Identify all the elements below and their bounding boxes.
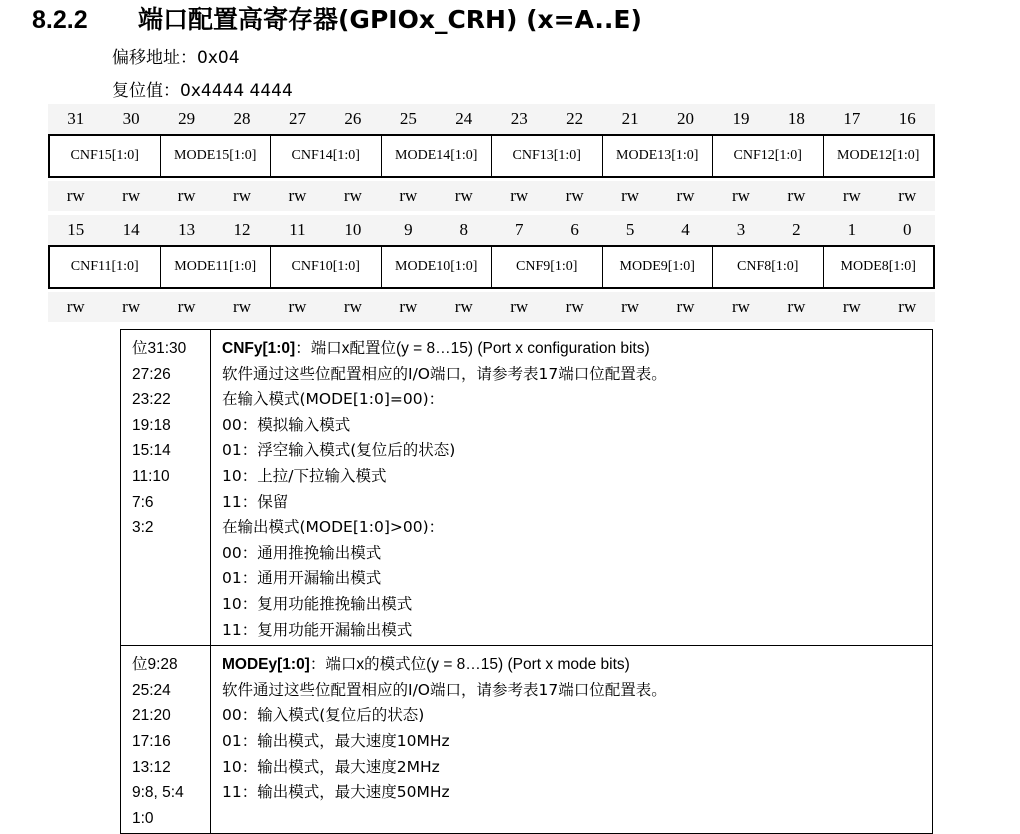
register-upper: [48, 104, 935, 211]
bit-range: 1:0: [132, 809, 154, 827]
section-title: 端口配置高寄存器(GPIOx_CRH) (x=A..E): [138, 5, 642, 34]
bit-number: 18: [787, 109, 805, 128]
table-row: [121, 330, 933, 646]
description-line: [222, 566, 924, 592]
bit-number: 21: [621, 109, 639, 128]
description-text: 00：通用推挽输出模式: [222, 543, 382, 562]
field-name: MODEy[1:0]: [222, 656, 310, 674]
access-type: rw: [177, 186, 196, 205]
bit-number: 17: [843, 109, 861, 128]
bit-range: 3:2: [132, 519, 154, 537]
description-text: 01：输出模式，最大速度10MHz: [222, 731, 450, 750]
bit-number: 19: [732, 109, 750, 128]
bit-number: 1: [847, 220, 857, 239]
bit-range-cell: [121, 646, 211, 834]
description-line: [222, 618, 924, 644]
bit-range: 位9:28: [132, 656, 178, 674]
bit-number: 28: [233, 109, 251, 128]
description-line: [222, 755, 924, 781]
field-name: CNFy[1:0]: [222, 340, 296, 357]
bit-range: 13:12: [132, 758, 171, 776]
bit-number: 8: [459, 220, 469, 239]
description-text: 在输入模式(MODE[1:0]=00)：: [222, 390, 445, 409]
access-type: rw: [842, 186, 861, 205]
access-type: rw: [898, 186, 917, 205]
section-heading: [32, 0, 642, 36]
description-text: 10：上拉/下拉输入模式: [222, 466, 387, 485]
register-field: MODE10[1:0]: [382, 247, 493, 287]
description-text: 10：输出模式，最大速度2MHz: [222, 757, 440, 776]
register-field: CNF11[1:0]: [50, 247, 161, 287]
access-type: rw: [787, 186, 806, 205]
bit-range: 25:24: [132, 681, 171, 699]
access-type: rw: [621, 297, 640, 316]
access-type: rw: [122, 186, 141, 205]
access-type: rw: [731, 186, 750, 205]
access-type: rw: [731, 297, 750, 316]
register-field: MODE14[1:0]: [382, 136, 493, 176]
register-field: CNF8[1:0]: [713, 247, 824, 287]
bit-number: 11: [289, 220, 306, 239]
access-type: rw: [399, 186, 418, 205]
access-type: rw: [676, 297, 695, 316]
bit-range: 位31:30: [132, 340, 187, 357]
access-type: rw: [122, 297, 141, 316]
description-line: [222, 413, 924, 439]
bit-number: 23: [510, 109, 528, 128]
description-text: 软件通过这些位配置相应的I/O端口，请参考表17端口位配置表。: [222, 364, 667, 383]
register-field: CNF13[1:0]: [492, 136, 603, 176]
description-line: [222, 438, 924, 464]
bit-number: 6: [570, 220, 579, 239]
access-type: rw: [66, 186, 85, 205]
bit-number: 22: [566, 109, 584, 128]
register-field: MODE9[1:0]: [603, 247, 714, 287]
bit-number: 31: [67, 109, 85, 128]
access-type: rw: [343, 186, 362, 205]
access-type: rw: [66, 297, 85, 316]
description-line: [222, 592, 924, 618]
bit-range: 15:14: [132, 442, 171, 460]
access-type: rw: [898, 297, 917, 316]
description-title: [222, 336, 924, 362]
field-row: [48, 245, 935, 289]
access-type: rw: [565, 186, 584, 205]
section-number: 8.2.2: [32, 6, 88, 34]
description-text: 00：输入模式(复位后的状态): [222, 706, 425, 725]
bit-range: 17:16: [132, 732, 171, 750]
description-text: 11：输出模式，最大速度50MHz: [222, 783, 450, 802]
bit-number: 29: [178, 109, 196, 128]
description-line: [222, 362, 924, 388]
access-type: rw: [288, 186, 307, 205]
bit-number: 16: [898, 109, 916, 128]
access-type: rw: [399, 297, 418, 316]
bit-number: 4: [681, 220, 690, 239]
access-type: rw: [177, 297, 196, 316]
register-field: CNF14[1:0]: [271, 136, 382, 176]
bit-number: 20: [677, 109, 695, 128]
bit-number: 27: [288, 109, 306, 128]
bit-range: 11:10: [132, 467, 170, 485]
description-text: 10：复用功能推挽输出模式: [222, 594, 413, 613]
description-text: 软件通过这些位配置相应的I/O端口，请参考表17端口位配置表。: [222, 680, 667, 699]
description-text: ：端口x的模式位(y = 8…15) (Port x mode bits): [309, 656, 630, 674]
register-field: MODE12[1:0]: [837, 148, 920, 163]
bit-range: 7:6: [132, 493, 154, 511]
bit-number: 10: [344, 220, 362, 239]
description-line: [222, 780, 924, 806]
description-text: ：端口x配置位(y = 8…15) (Port x configuration bits): [295, 340, 650, 357]
bit-range: 27:26: [132, 365, 171, 383]
register-field: CNF10[1:0]: [271, 247, 382, 287]
description-text: 11：复用功能开漏输出模式: [222, 620, 413, 639]
register-field: MODE15[1:0]: [161, 136, 272, 176]
description-text: 01：通用开漏输出模式: [222, 569, 382, 588]
description-text: 11：保留: [222, 492, 289, 511]
access-type: rw: [233, 297, 251, 316]
access-type: rw: [621, 186, 640, 205]
bit-number: 26: [344, 109, 362, 128]
register-field: CNF12[1:0]: [713, 136, 824, 176]
access-type: rw: [343, 297, 362, 316]
offset-address: 偏移地址：0x04: [112, 48, 240, 68]
bit-number: 7: [514, 220, 524, 239]
register-field: CNF15[1:0]: [50, 136, 161, 176]
access-type: rw: [842, 297, 861, 316]
access-type: rw: [233, 186, 251, 205]
bit-range: 23:22: [132, 391, 171, 409]
register-field: MODE8[1:0]: [840, 259, 916, 274]
access-row: [48, 292, 935, 322]
access-type: rw: [676, 186, 695, 205]
field-row: [48, 134, 935, 178]
access-type: rw: [454, 297, 473, 316]
description-line: [222, 678, 924, 704]
register-field: MODE11[1:0]: [161, 247, 272, 287]
access-row: [48, 181, 935, 211]
bit-number: 5: [625, 220, 635, 239]
bit-range: 9:8, 5:4: [132, 784, 184, 802]
description-cell: [211, 646, 933, 834]
reset-value: 复位值：0x4444 4444: [112, 81, 293, 101]
bit-number: 3: [736, 220, 746, 239]
table-row: [121, 646, 933, 834]
bit-number: 15: [67, 220, 85, 239]
bit-number: 13: [178, 220, 196, 239]
access-type: rw: [454, 186, 473, 205]
description-cell: [211, 330, 933, 646]
register-field: CNF9[1:0]: [492, 247, 603, 287]
access-type: rw: [787, 297, 806, 316]
bit-number: 14: [122, 220, 140, 239]
register-lower: [48, 215, 935, 322]
bit-range-cell: [121, 330, 211, 646]
bit-number: 12: [233, 220, 251, 239]
description-line: [222, 490, 924, 516]
description-line: [222, 729, 924, 755]
bit-number: 0: [903, 220, 912, 239]
bit-number-row: [48, 215, 935, 245]
bit-number: 30: [122, 109, 140, 128]
access-type: rw: [510, 186, 529, 205]
bit-number: 9: [404, 220, 413, 239]
bit-description-table: [120, 329, 933, 834]
bit-number: 24: [455, 109, 473, 128]
bit-number-row: [48, 104, 935, 134]
description-text: 01：浮空输入模式(复位后的状态): [222, 441, 456, 460]
description-line: [222, 515, 924, 541]
description-line: [222, 464, 924, 490]
description-title: [222, 652, 924, 678]
description-text: 在输出模式(MODE[1:0]>00)：: [222, 518, 445, 537]
description-line: [222, 387, 924, 413]
access-type: rw: [565, 297, 584, 316]
access-type: rw: [510, 297, 529, 316]
description-text: 00：模拟输入模式: [222, 415, 351, 434]
bit-number: 2: [792, 220, 801, 239]
bit-number: 25: [399, 109, 417, 128]
bit-range: 19:18: [132, 416, 171, 434]
description-line: [222, 541, 924, 567]
description-line: [222, 703, 924, 729]
access-type: rw: [288, 297, 307, 316]
register-field: MODE13[1:0]: [603, 136, 714, 176]
bit-range: 21:20: [132, 707, 171, 725]
